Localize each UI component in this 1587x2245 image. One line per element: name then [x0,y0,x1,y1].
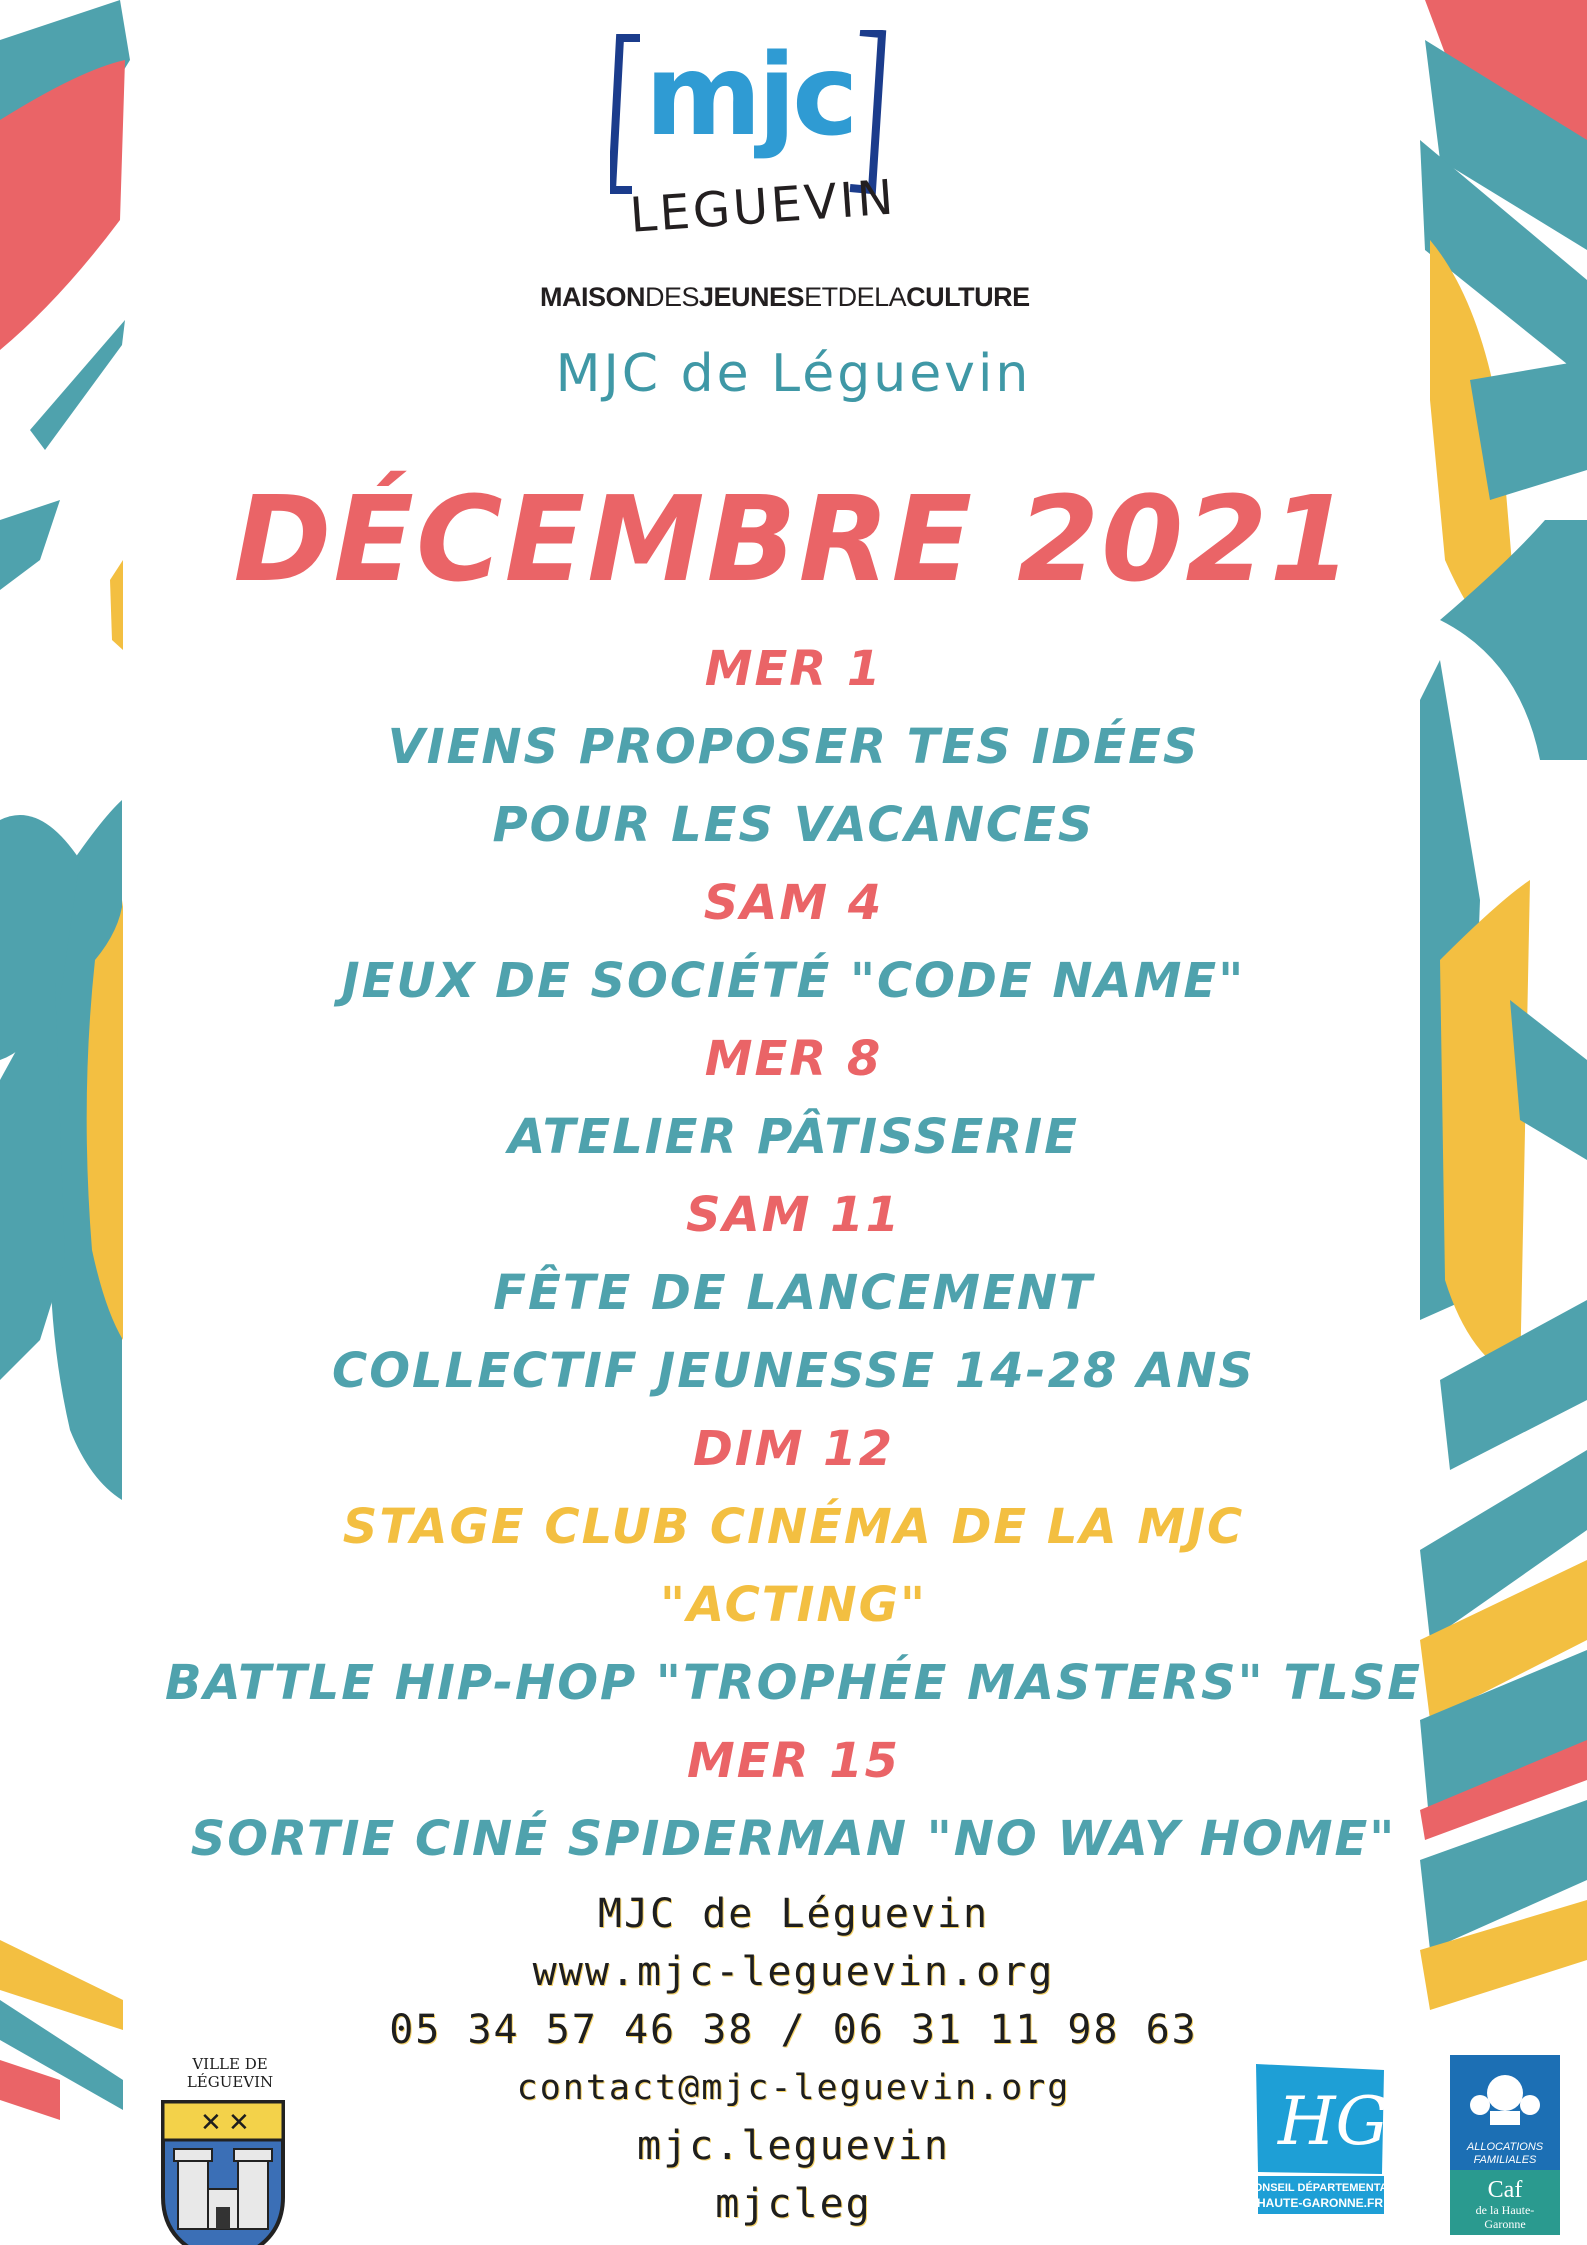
event-date-mer-15: MER 15 [686,1733,901,1789]
caf-logo [1450,2055,1560,2235]
page-subtitle: MJC de Léguevin [555,344,1032,404]
contact-website-link[interactable]: www.mjc-leguevin.org [532,1949,1055,1995]
svg-text:HAUTE-GARONNE.FR: HAUTE-GARONNE.FR [1257,2196,1383,2210]
mjc-logo [540,20,1030,312]
svg-text:Caf: Caf [1487,2177,1523,2203]
hg-logo-icon [1250,2058,1390,2216]
event-date-dim-12: DIM 12 [693,1421,894,1477]
event-line: "ACTING" [659,1577,928,1633]
ville-leguevin-logo [150,2055,310,2245]
event-date-mer-8: MER 8 [704,1031,883,1087]
event-line: COLLECTIF JEUNESSE 14-28 ANS [332,1343,1255,1399]
contact-name: MJC de Léguevin [597,1891,990,1937]
event-date-sam-11: SAM 11 [686,1187,901,1243]
contact-facebook: mjc.leguevin [637,2123,950,2169]
event-line: ATELIER PÂTISSERIE [508,1109,1079,1165]
logo-brand-text: mjc [645,31,855,161]
event-date-sam-4: SAM 4 [703,875,884,931]
event-date-mer-1: MER 1 [704,641,883,697]
event-line: VIENS PROPOSER TES IDÉES [387,719,1200,775]
svg-text:CONSEIL DÉPARTEMENTAL: CONSEIL DÉPARTEMENTAL [1250,2182,1390,2194]
svg-text:✕: ✕ [200,2108,222,2138]
svg-text:ALLOCATIONS: ALLOCATIONS [1466,2141,1544,2153]
svg-text:Garonne: Garonne [1484,2217,1526,2231]
contact-phones: 05 34 57 46 38 / 06 31 11 98 63 [389,2007,1198,2053]
event-list [0,630,1587,1878]
event-line: POUR LES VACANCES [492,797,1095,853]
page-title: DÉCEMBRE 2021 [233,470,1354,608]
contact-email-link[interactable]: contact@mjc-leguevin.org [516,2068,1071,2108]
svg-text:FAMILIALES: FAMILIALES [1473,2154,1537,2166]
logo-tagline: MAISONDESJEUNESETDELACULTURE [540,282,1030,312]
event-line: FÊTE DE LANCEMENT [493,1265,1094,1321]
coat-of-arms-icon [158,2097,288,2245]
haute-garonne-logo [1250,2058,1390,2216]
svg-text:de la Haute-: de la Haute- [1475,2203,1535,2217]
contact-instagram: mjcleg [715,2181,872,2227]
logo-town-text: LEGUEVIN [628,169,898,244]
caf-logo-icon [1450,2055,1560,2235]
event-line: STAGE CLUB CINÉMA DE LA MJC [342,1499,1245,1555]
svg-text:HG: HG [1278,2083,1389,2160]
event-line: JEUX DE SOCIÉTÉ "CODE NAME" [341,953,1246,1009]
event-line: SORTIE CINÉ SPIDERMAN "NO WAY HOME" [190,1811,1397,1867]
event-line: BATTLE HIP-HOP "TROPHÉE MASTERS" TLSE [164,1655,1423,1711]
svg-text:✕: ✕ [228,2108,250,2138]
ville-label: VILLE DE LÉGUEVIN [186,2055,274,2091]
